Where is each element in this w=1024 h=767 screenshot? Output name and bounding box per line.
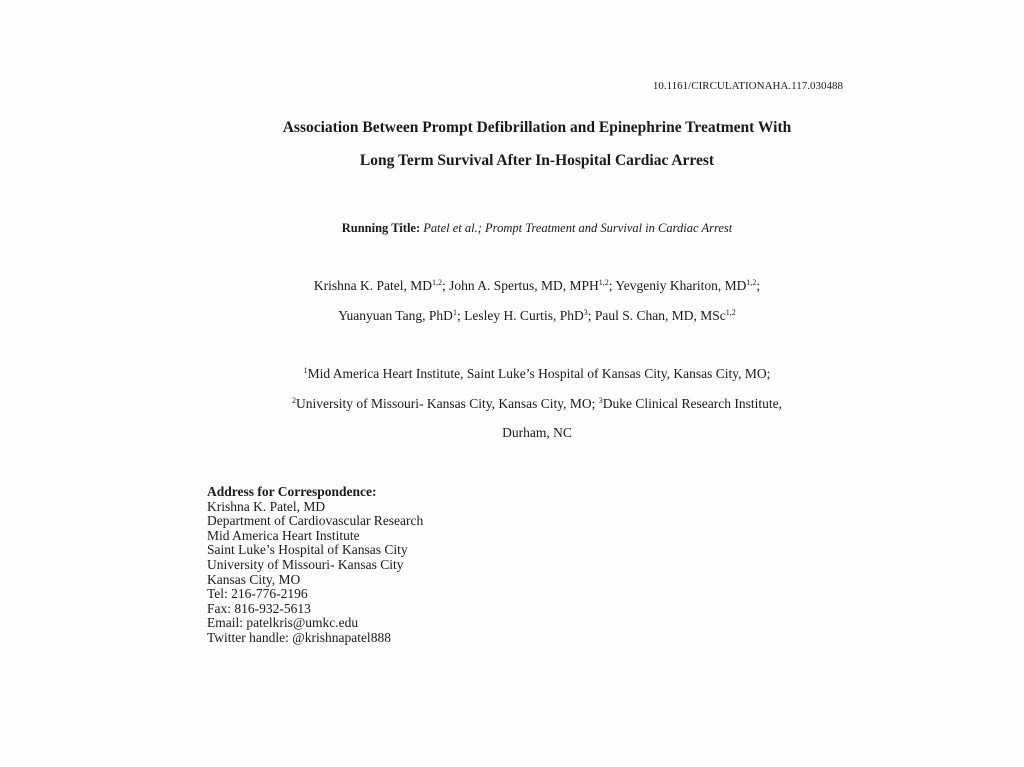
title-line-1: Association Between Prompt Defibrillation and Epinephrine Treatment With — [282, 119, 792, 136]
running-title-text: Patel et al.; Prompt Treatment and Survival in Cardiac Arrest — [423, 221, 733, 235]
correspondence-block — [207, 485, 423, 646]
authors-line-2 — [0, 308, 1024, 324]
affiliation-line-3: Durham, NC — [502, 425, 572, 440]
affiliation-line-1: $^1$Mid America Heart Institute, Saint Luke’s Hospital of Kansas City, Kansas City, MO; — [303, 366, 771, 381]
phone: Tel: 216-776-2196 — [207, 586, 308, 602]
correspondence-line: Mid America Heart Institute — [207, 527, 360, 543]
author: Lesley H. Curtis, PhD$^3$; — [464, 308, 595, 323]
doi: 10.1161/CIRCULATIONAHA.117.030488 — [652, 80, 843, 92]
affiliation-line-2: $^2$University of Missouri- Kansas City, Kansas City, MO; $^3$Duke Clinical Research Institute, — [292, 396, 782, 411]
author: Yuanyuan Tang, PhD$^1$; — [338, 308, 465, 323]
twitter-handle: Twitter handle: @krishnapatel888 — [207, 629, 391, 645]
author: Yevgeniy Khariton, MD$^{1,2}$; — [615, 278, 761, 293]
running-title — [0, 221, 1024, 236]
correspondence-line: Department of Cardiovascular Research — [207, 513, 424, 529]
fax: Fax: 816-932-5613 — [207, 600, 311, 616]
title-line-2: Long Term Survival After In-Hospital Cardiac Arrest — [359, 152, 715, 169]
correspondence-line: Saint Luke’s Hospital of Kansas City — [207, 542, 408, 558]
correspondence-line: Kansas City, MO — [207, 571, 301, 587]
email: Email: patelkris@umkc.edu — [207, 615, 359, 631]
running-title-label: Running Title: — [341, 221, 421, 235]
correspondence-line: University of Missouri- Kansas City — [207, 556, 404, 572]
correspondence-line: Krishna K. Patel, MD — [207, 498, 326, 514]
correspondence-heading: Address for Correspondence: — [207, 484, 377, 499]
author: Krishna K. Patel, MD$^{1,2}$; — [313, 278, 450, 293]
author: Paul S. Chan, MD, MSc$^{1,2}$ — [594, 308, 736, 323]
authors-line-1 — [0, 278, 1024, 294]
author: John A. Spertus, MD, MPH$^{1,2}$; — [449, 278, 616, 293]
